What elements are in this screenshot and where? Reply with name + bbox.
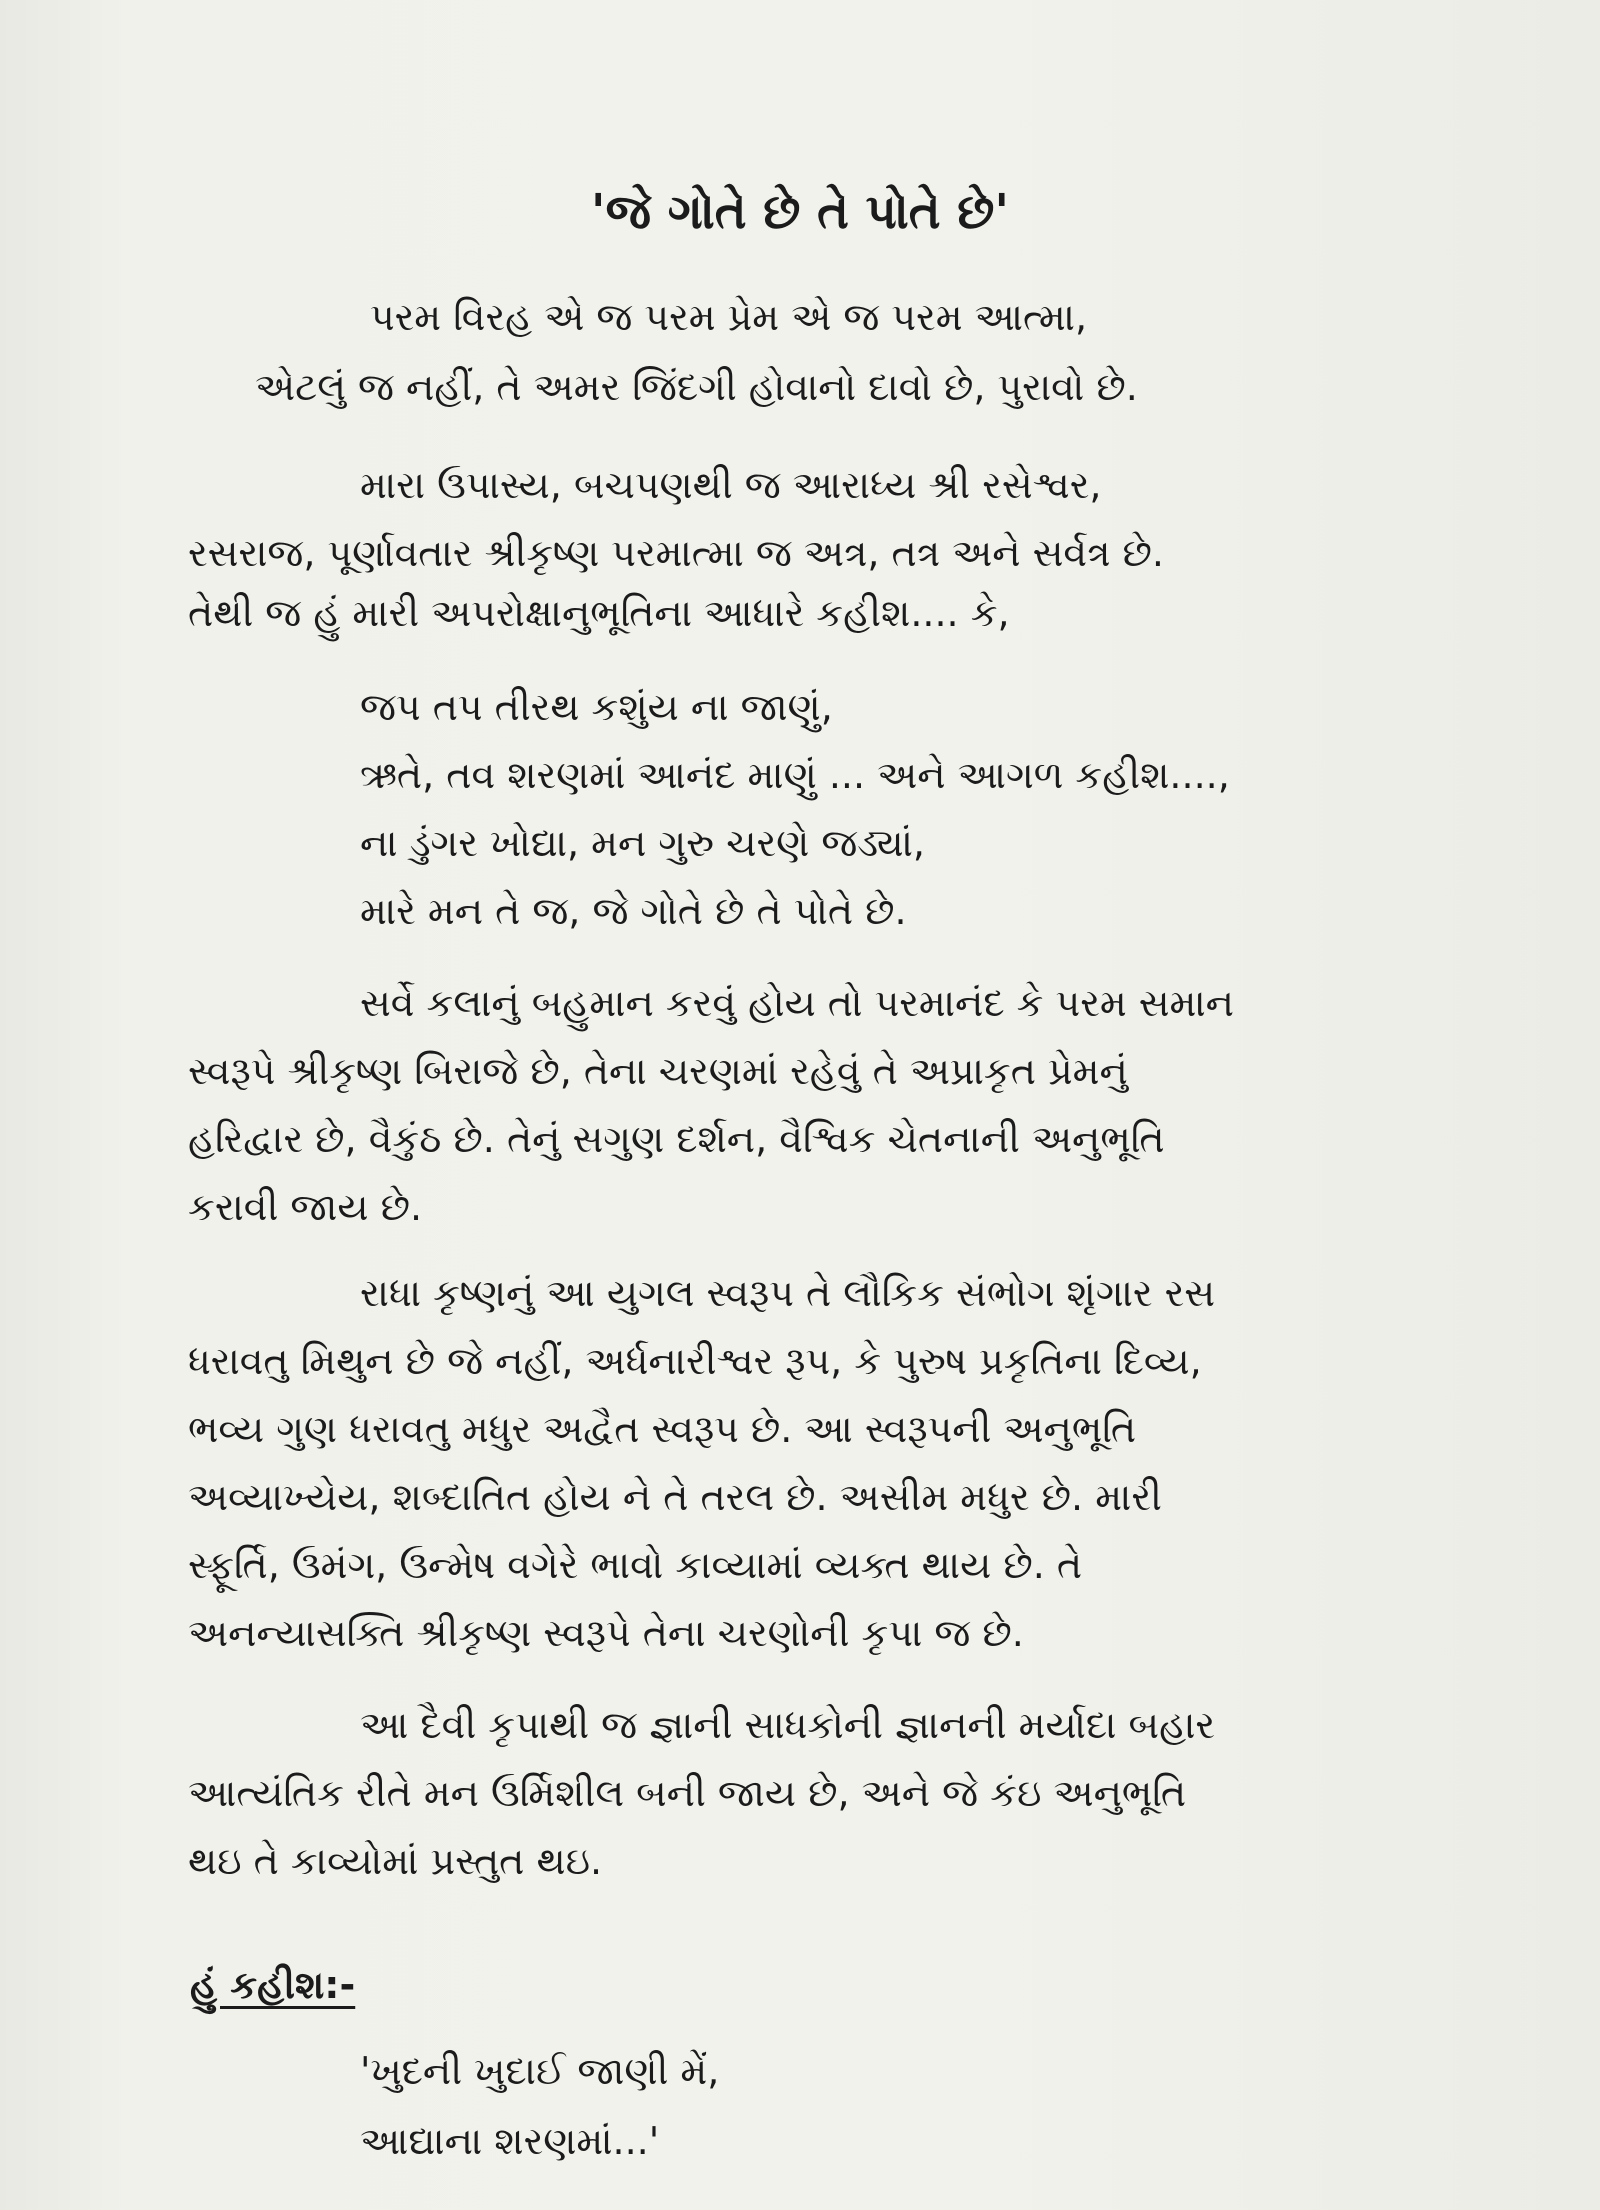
section-heading: હું કહીશ:- [190,1963,356,2007]
page-title: 'જે ગોતે છે તે પોતે છે' [590,184,1010,240]
text-line: આ દૈવી કૃપાથી જ જ્ઞાની સાધકોની જ્ઞાનની મર્યાદા બહાર [360,1703,1216,1747]
text-line: અવ્યાખ્યેય, શબ્દાતિત હોય ને તે તરલ છે. અસીમ મધુર છે. મારી [188,1475,1162,1519]
text-line: જપ તપ તીરથ કશુંય ના જાણું, [360,685,833,729]
text-line: મારા ઉપાસ્ય, બચપણથી જ આરાધ્ય શ્રી રસેશ્વર, [360,463,1102,507]
text-line: મારે મન તે જ, જે ગોતે છે તે પોતે છે. [360,889,907,933]
text-line: થઇ તે કાવ્યોમાં પ્રસ્તુત થઇ. [188,1839,603,1883]
text-line: અનન્યાસક્તિ શ્રીકૃષ્ણ સ્વરૂપે તેના ચરણોની કૃપા જ છે. [188,1611,1024,1655]
text-line: રાધા કૃષ્ણનું આ યુગલ સ્વરૂપ તે લૌકિક સંભોગ શૃંગાર રસ [360,1271,1216,1315]
text-line: સર્વે કલાનું બહુમાન કરવું હોય તો પરમાનંદ કે પરમ સમાન [360,981,1234,1025]
text-line: એટલું જ નહીં, તે અમર જિંદગી હોવાનો દાવો છે, પુરાવો છે. [255,365,1138,409]
text-line: કરાવી જાય છે. [188,1185,423,1229]
text-line: રસરાજ, પૂર્ણાવતાર શ્રીકૃષ્ણ પરમાત્મા જ અત્ર, તત્ર અને સર્વત્ર છે. [188,531,1164,575]
text-line: સ્ફૂર્તિ, ઉમંગ, ઉન્મેષ વગેરે ભાવો કાવ્યામાં વ્યક્ત થાય છે. તે [188,1543,1083,1587]
text-line: ઋતે, તવ શરણમાં આનંદ માણું ... અને આગળ કહીશ...., [360,753,1230,797]
text-line: ના ડુંગર ખોદ્યા, મન ગુરુ ચરણે જડ્યાં, [360,821,925,865]
text-line: પરમ વિરહ એ જ પરમ પ્રેમ એ જ પરમ આત્મા, [370,295,1088,339]
text-line: હરિદ્વાર છે, વૈકુંઠ છે. તેનું સગુણ દર્શન, વૈશ્વિક ચેતનાની અનુભૂતિ [188,1117,1165,1161]
text-line: ભવ્ય ગુણ ધરાવતુ મધુર અદ્વૈત સ્વરૂપ છે. આ સ્વરૂપની અનુભૂતિ [188,1407,1137,1451]
quote-line: આદ્યાના શરણમાં...' [360,2119,660,2163]
text-line: તેથી જ હું મારી અપરોક્ષાનુભૂતિના આધારે કહીશ.... કે, [188,591,1010,635]
text-line: સ્વરૂપે શ્રીકૃષ્ણ બિરાજે છે, તેના ચરણમાં રહેવું તે અપ્રાકૃત પ્રેમનું [188,1049,1128,1093]
quote-line: 'ખુદની ખુદાઈ જાણી મેં, [360,2049,720,2093]
text-line: ધરાવતુ મિથુન છે જે નહીં, અર્ધનારીશ્વર રૂપ, કે પુરુષ પ્રકૃતિના દિવ્ય, [188,1339,1202,1383]
text-line: આત્યંતિક રીતે મન ઉર્મિશીલ બની જાય છે, અને જે કંઇ અનુભૂતિ [188,1771,1187,1815]
